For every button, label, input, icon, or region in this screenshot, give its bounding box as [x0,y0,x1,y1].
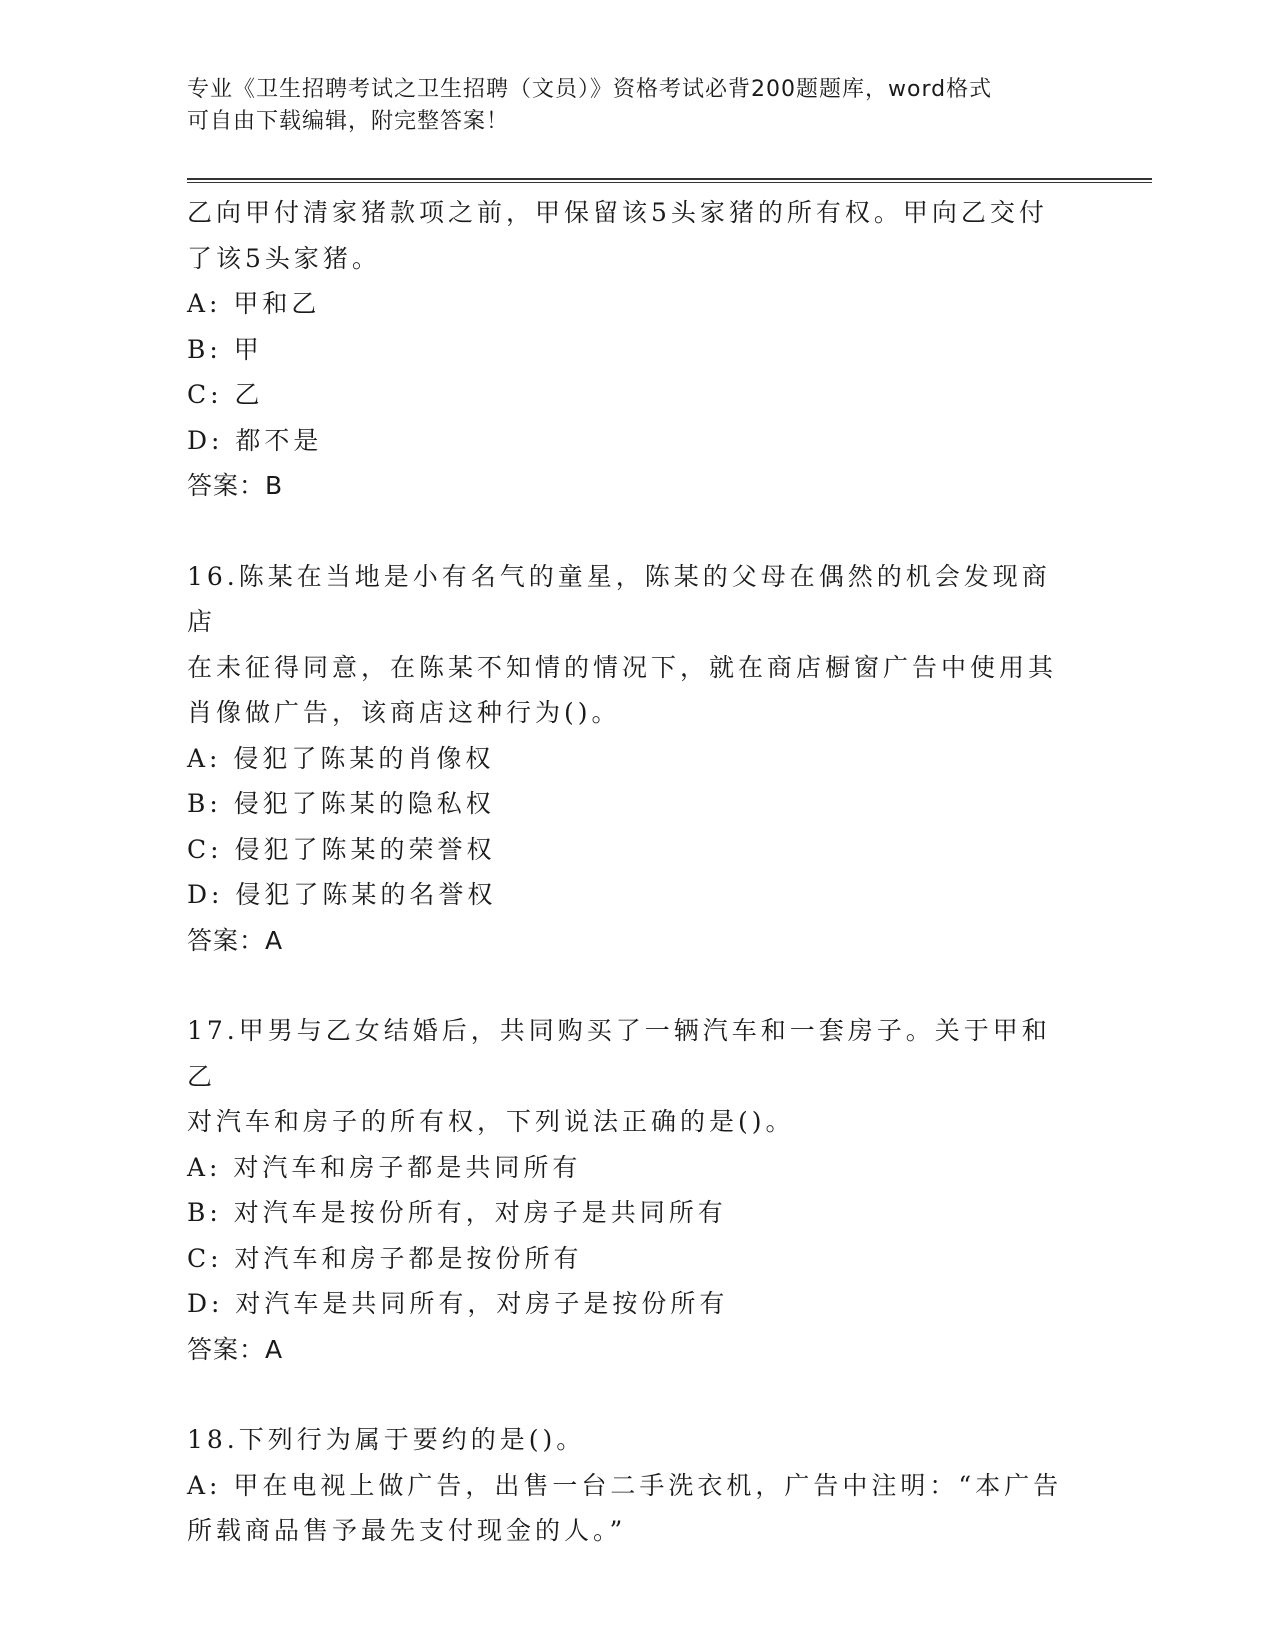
option-a: A: 甲在电视上做广告，出售一台二手洗衣机，广告中注明：“本广告 [187,1470,1063,1500]
option-d: D: 都不是 [187,425,323,455]
question-stem-line: 了该5头家猪。 [187,243,381,273]
option-d: D: 侵犯了陈某的名誉权 [187,880,497,909]
question-stem-line: 对汽车和房子的所有权，下列说法正确的是()。 [187,1107,795,1136]
question-stem-line: 17.甲男与乙女结婚后，共同购买了一辆汽车和一套房子。关于甲和乙 [187,1016,1051,1091]
document-body [187,190,1067,1554]
option-c: C: 侵犯了陈某的荣誉权 [187,834,496,864]
option-c: C: 对汽车和房子都是按份所有 [187,1243,583,1273]
page-header [187,74,1087,138]
header-line-1: 专业《卫生招聘考试之卫生招聘（文员）》资格考试必背200题题库，word格式 [187,77,993,102]
question-16 [187,554,1067,964]
question-15-continued [187,190,1067,509]
option-c: C: 乙 [187,380,264,409]
option-a: A: 对汽车和房子都是共同所有 [187,1152,582,1182]
header-divider [187,178,1152,183]
question-stem-line: 16.陈某在当地是小有名气的童星，陈某的父母在偶然的机会发现商店 [187,561,1051,636]
question-stem-line: 18.下列行为属于要约的是()。 [187,1425,586,1454]
option-a: A: 甲和乙 [187,289,321,318]
answer-line: 答案：A [187,1334,284,1364]
option-b: B: 甲 [187,334,263,364]
question-17 [187,1008,1067,1372]
option-b: B: 对汽车是按份所有，对房子是共同所有 [187,1198,727,1227]
option-d: D: 对汽车是共同所有，对房子是按份所有 [187,1289,729,1318]
option-a: A: 侵犯了陈某的肖像权 [187,743,495,773]
header-line-2: 可自由下载编辑，附完整答案！ [187,109,510,134]
option-b: B: 侵犯了陈某的隐私权 [187,789,495,818]
answer-line: 答案：A [187,925,284,955]
question-stem-line: 在未征得同意，在陈某不知情的情况下，就在商店橱窗广告中使用其 [187,652,1058,682]
question-stem-line: 乙向甲付清家猪款项之前，甲保留该5头家猪的所有权。甲向乙交付 [187,198,1048,227]
question-stem-line: 肖像做广告，该商店这种行为()。 [187,698,621,727]
question-18 [187,1417,1067,1554]
answer-line: 答案：B [187,471,284,500]
option-a-continued: 所载商品售予最先支付现金的人。” [187,1516,627,1545]
